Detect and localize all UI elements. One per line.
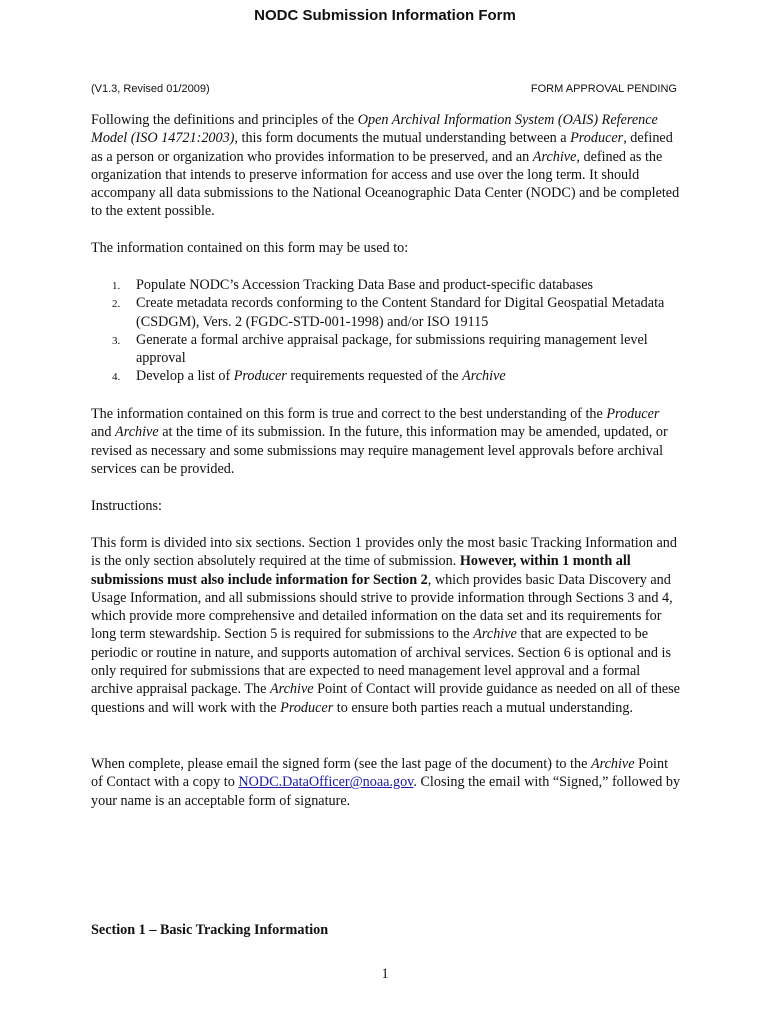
instructions-emphasis: However, within 1 month all submissions must also include information for Section 2 <box>91 553 631 588</box>
producer-term: Producer <box>233 368 287 385</box>
page-number: 1 <box>381 966 389 982</box>
list-item-text: Populate NODC’s Accession Tracking Data Base and product-specific databases <box>136 277 594 293</box>
completion-paragraph <box>91 755 681 810</box>
form-meta-row <box>91 83 677 95</box>
used-to-paragraph <box>91 239 681 257</box>
list-item <box>91 331 681 368</box>
completion-text: When complete, please email the signed form (see the last page of the document) to the <box>91 756 591 772</box>
list-number: 4. <box>112 371 121 384</box>
archive-term: Archive <box>590 756 635 772</box>
instructions-label: Instructions: <box>91 498 162 514</box>
instructions-paragraph <box>91 534 681 717</box>
uses-list <box>91 276 681 386</box>
list-number: 1. <box>112 280 121 292</box>
producer-term: Producer <box>606 406 660 422</box>
truth-text: The information contained on this form is true and correct to the best understanding of the <box>91 406 607 422</box>
intro-text: , this form documents the mutual understanding between a <box>234 130 571 147</box>
list-item-text: Generate a formal archive appraisal package, for submissions requiring management level approval <box>136 331 648 367</box>
instructions-text: Point of Contact will provide guidance as needed on all of these questions and will work with the <box>91 681 680 716</box>
intro-text: , defined as a person or organization who provides information to be preserved, and an <box>91 130 673 165</box>
archive-term: Archive <box>532 148 577 165</box>
completion-text: . Closing the email with “Signed,” followed by your name is an acceptable form of signature. <box>91 774 681 809</box>
section-1-heading: Section 1 – Basic Tracking Information <box>91 922 329 938</box>
intro-text: , defined as the organization that intends to preserve information for access and use over the long term. It should accompany all data submissions to the National Oceanographic Data Center (NODC) and be completed to the extent possible. <box>91 148 680 220</box>
truth-text: and <box>91 424 116 441</box>
completion-text: Point of Contact with a copy to <box>91 756 669 791</box>
archive-term: Archive <box>269 681 314 698</box>
form-title: NODC Submission Information Form <box>254 7 516 24</box>
archive-term: Archive <box>115 424 159 441</box>
producer-term: Producer <box>570 130 624 147</box>
list-number: 3. <box>112 334 121 347</box>
used-to-text: The information contained on this form may be used to: <box>91 240 409 256</box>
list-item <box>91 294 681 331</box>
producer-term: Producer <box>280 699 334 716</box>
archive-term: Archive <box>473 626 517 643</box>
archive-term: Archive <box>462 368 506 385</box>
instructions-heading <box>91 497 681 515</box>
intro-text: Following the definitions and principles of the <box>91 112 358 128</box>
truth-text: at the time of its submission. In the future, this information may be amended, updated, or revised as necessary and some submissions may require management level approvals before archival services can be provided. <box>91 424 668 477</box>
list-number: 2. <box>112 298 121 311</box>
instructions-text: to ensure both parties reach a mutual understanding. <box>333 699 634 716</box>
email-link[interactable]: NODC.DataOfficer@noaa.gov <box>238 774 414 791</box>
oais-reference: Open Archival Information System (OAIS) Reference Model (ISO 14721:2003) <box>91 112 658 147</box>
instructions-text: This form is divided into six sections. Section 1 provides only the most basic Tracking Information and is the only section absolutely required at the time of submission. <box>91 535 677 570</box>
truth-paragraph <box>91 405 681 478</box>
instructions-text: , which provides basic Data Discovery and Usage Information, and all submissions should strive to provide information through Sections 3 and 4, which provide more comprehensive and detailed information on the data set and its requirements for long term stewardship. Section 5 is required for submissions to the <box>91 571 673 643</box>
approval-status: FORM APPROVAL PENDING <box>530 83 677 95</box>
version-label: (V1.3, Revised 01/2009) <box>91 83 210 95</box>
list-item <box>91 367 681 385</box>
intro-paragraph <box>91 111 681 221</box>
instructions-text: that are expected to be periodic or routine in nature, and supports automation of archival services. Section 6 is optional and is only required for submissions that are expected to need management level approval and a formal archive appraisal package. The <box>91 626 671 698</box>
list-item-text: Develop a list of <box>136 368 234 385</box>
list-item-text: requirements requested of the <box>286 368 463 385</box>
list-item <box>91 276 681 294</box>
list-item-text: Create metadata records conforming to the Content Standard for Digital Geospatial Metadata (CSDGM), Vers. 2 (FGDC-STD-001-1998) and/or ISO 19115 <box>136 295 665 330</box>
